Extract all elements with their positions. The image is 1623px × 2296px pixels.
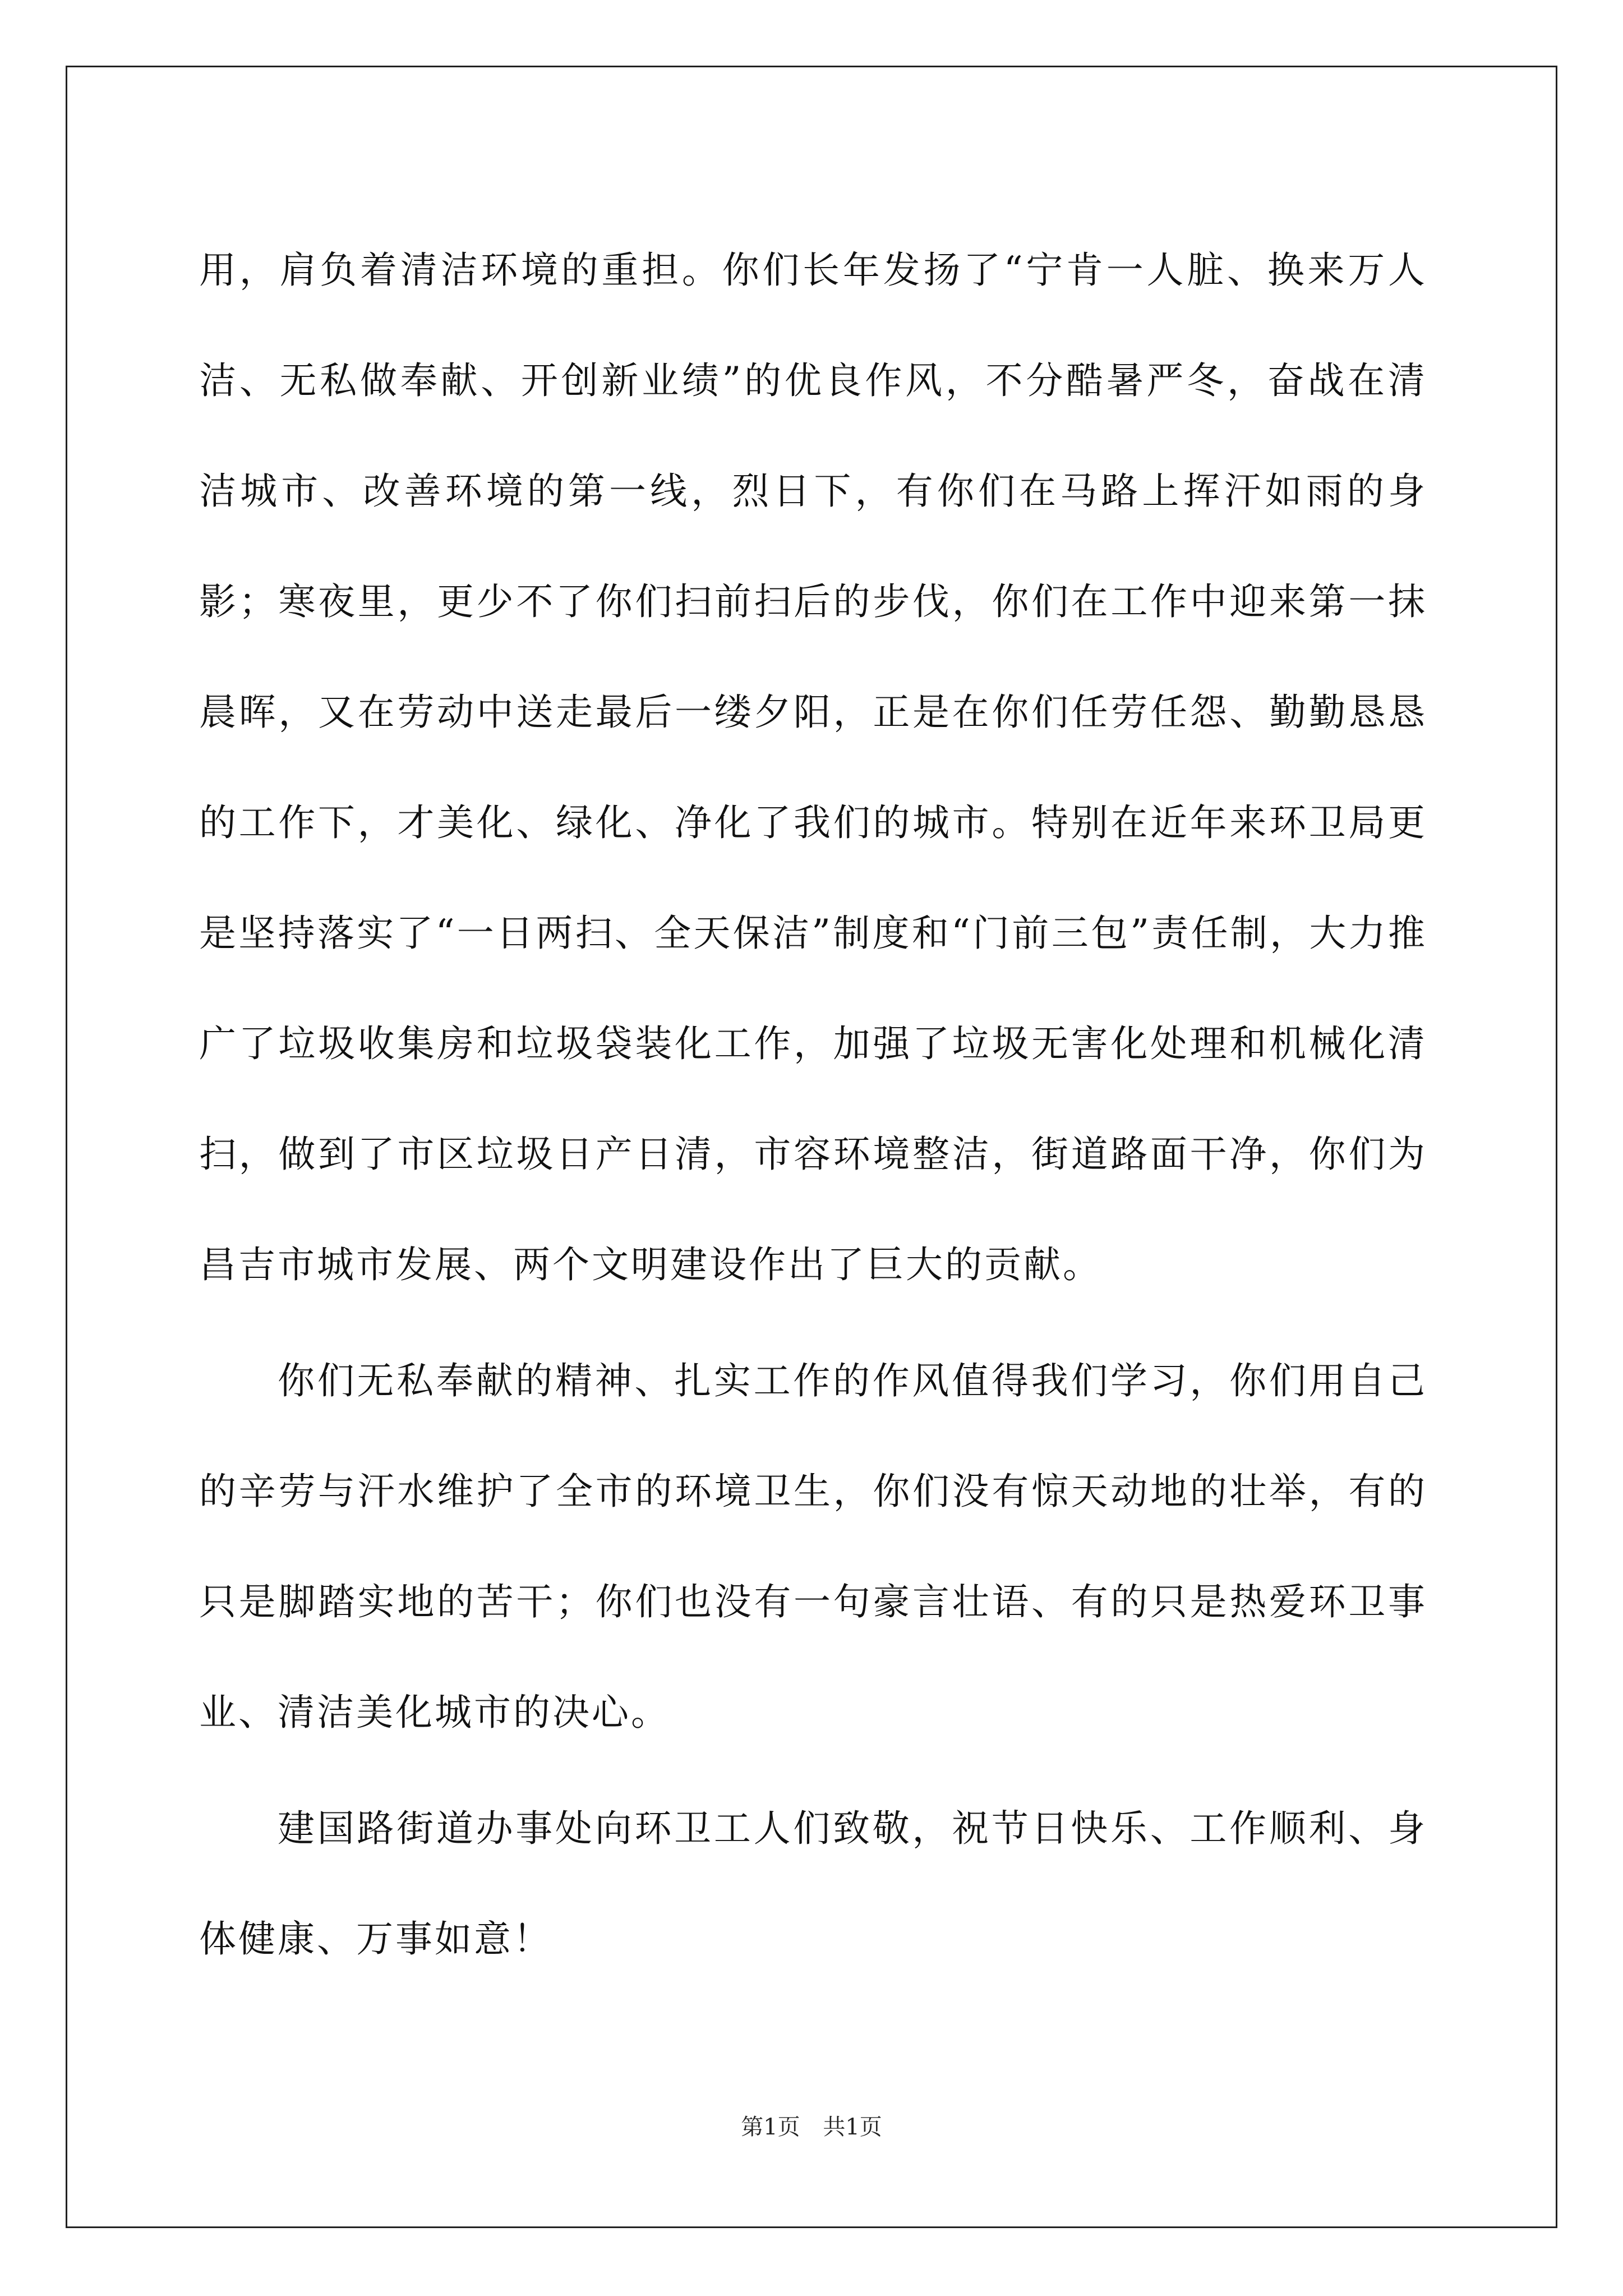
page-total: 共1页 [823, 2114, 882, 2140]
paragraph-1: 用，肩负着清洁环境的重担。你们长年发扬了“宁肯一人脏、换来万人洁、无私做奉献、开创新业绩”的优良作风，不分酷暑严冬，奋战在清洁城市、改善环境的第一线，烈日下，有你们在马路上挥汗如雨的身影；寒夜里，更少不了你们扫前扫后的步伐，你们在工作中迎来第一抹晨晖，又在劳动中送走最后一缕夕阳，正是在你们任劳任怨、勤勤恳恳的工作下，才美化、绿化、净化了我们的城市。特别在近年来环卫局更是坚持落实了“一日两扫、全天保洁”制度和“门前三包”责任制，大力推广了垃圾收集房和垃圾袋装化工作，加强了垃圾无害化处理和机械化清扫，做到了市区垃圾日产日清，市容环境整洁，街道路面干净，你们为昌吉市城市发展、两个文明建设作出了巨大的贡献。 [199, 249, 1427, 1286]
page-footer [0, 2109, 1623, 2141]
paragraph-2: 你们无私奉献的精神、扎实工作的作风值得我们学习，你们用自己的辛劳与汗水维护了全市的环境卫生，你们没有惊天动地的壮举，有的只是脚踏实地的苦干；你们也没有一句豪言壮语、有的只是热爱环卫事业、清洁美化城市的决心。 [199, 1359, 1427, 1734]
page-number: 第1页 [741, 2114, 800, 2140]
document-body [199, 215, 1427, 1994]
paragraph-3: 建国路街道办事处向环卫工人们致敬，祝节日快乐、工作顺利、身体健康、万事如意！ [199, 1807, 1427, 1961]
